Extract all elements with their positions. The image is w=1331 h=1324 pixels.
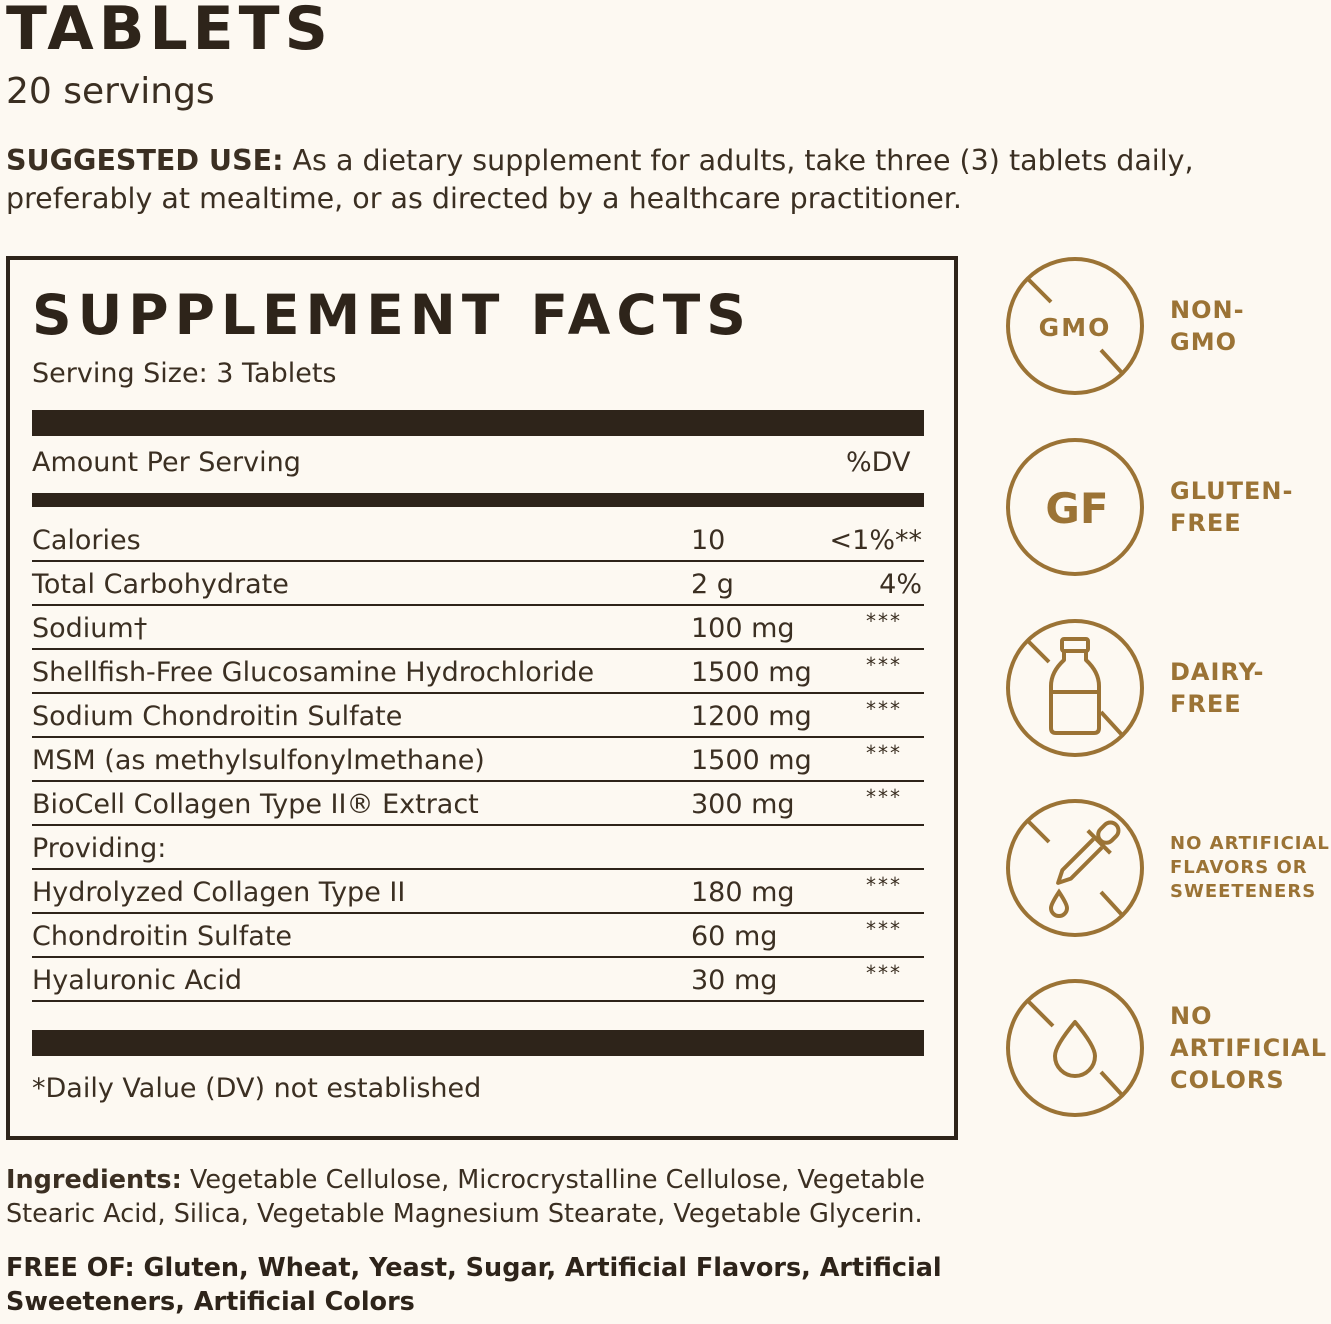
nutrient-dv: ***: [866, 873, 902, 897]
nutrient-dv: ***: [866, 917, 902, 941]
badge-label-line: COLORS: [1170, 1066, 1285, 1094]
badge-label-line: SWEETENERS: [1170, 881, 1317, 902]
nutrient-dv: ***: [866, 741, 902, 765]
serving-size: Serving Size: 3 Tablets: [32, 358, 337, 389]
suggested-use-text: As a dietary supplement for adults, take three (3) tablets daily, preferably at mealtime, or as directed by a healthcare practitioner.: [6, 144, 1194, 215]
table-row: [32, 914, 924, 958]
ingredients-label: Ingredients:: [6, 1165, 182, 1195]
table-row: [32, 782, 924, 826]
table-row: [32, 694, 924, 738]
table-row: [32, 738, 924, 782]
nutrient-dv: ***: [866, 697, 902, 721]
nutrient-name: Sodium Chondroitin Sulfate: [32, 701, 403, 732]
badge-non-gmo-label: [1170, 256, 1331, 396]
badge-label-line: FREE: [1170, 509, 1242, 537]
nutrient-name: Calories: [32, 525, 141, 556]
nutrient-dv: 4%: [879, 569, 922, 600]
nutrient-amount: 60 mg: [691, 921, 778, 952]
nutrient-amount: 300 mg: [691, 789, 795, 820]
amount-per-serving-label: Amount Per Serving: [32, 447, 301, 478]
badge-label-line: FLAVORS OR: [1170, 857, 1308, 878]
no-dairy-bottle-icon: [1005, 618, 1145, 758]
badge-gluten-free-label: [1170, 437, 1331, 577]
table-row: [32, 520, 924, 562]
badge-non-gmo: [1005, 256, 1331, 396]
nutrient-dv: <1%**: [829, 525, 922, 556]
free-of-text: FREE OF: Gluten, Wheat, Yeast, Sugar, Artificial Flavors, Artificial Sweeteners, Artificial Colors: [6, 1253, 942, 1317]
table-row: [32, 870, 924, 914]
dv-footnote: *Daily Value (DV) not established: [32, 1073, 482, 1104]
nutrient-amount: 1500 mg: [691, 745, 812, 776]
facts-title: SUPPLEMENT FACTS: [32, 283, 752, 347]
gf-icon-text: GF: [1045, 484, 1109, 533]
divider-bar-middle: [32, 493, 924, 507]
nutrient-dv: ***: [866, 785, 902, 809]
nutrient-amount: 1200 mg: [691, 701, 812, 732]
gluten-free-icon: [1005, 437, 1145, 577]
nutrient-name: Hydrolyzed Collagen Type II: [32, 877, 406, 908]
nutrient-name: Sodium†: [32, 613, 148, 644]
nutrient-name: MSM (as methylsulfonylmethane): [32, 745, 485, 776]
divider-bar-bottom: [32, 1030, 924, 1056]
nutrient-name: BioCell Collagen Type II® Extract: [32, 789, 479, 820]
daily-value-label: %DV: [846, 447, 911, 478]
badge-label-line: GLUTEN-: [1170, 477, 1294, 505]
nutrient-name: Providing:: [32, 833, 167, 864]
badge-no-artificial-flavors: [1005, 798, 1331, 938]
badge-label-line: NON-: [1170, 296, 1245, 324]
nutrient-amount: 1500 mg: [691, 657, 812, 688]
nutrient-amount: 10: [691, 525, 726, 556]
table-row: [32, 958, 924, 1002]
ingredients-list: Vegetable Cellulose, Microcrystalline Cellulose, Vegetable Stearic Acid, Silica, Vegetable Magnesium Stearate, Vegetable Glycerin.: [6, 1165, 925, 1229]
nutrient-name: Chondroitin Sulfate: [32, 921, 293, 952]
badge-no-artificial-colors: [1005, 978, 1331, 1118]
badge-label-line: FREE: [1170, 690, 1242, 718]
page-title: TABLETS: [6, 0, 333, 64]
badge-label-line: NO: [1170, 1002, 1213, 1030]
no-gmo-icon: [1005, 256, 1145, 396]
badge-label-line: GMO: [1170, 328, 1237, 356]
no-dropper-icon: [1005, 798, 1145, 938]
nutrient-amount: 180 mg: [691, 877, 795, 908]
nutrient-amount: 100 mg: [691, 613, 795, 644]
nutrient-amount: 30 mg: [691, 965, 778, 996]
nutrient-name: Total Carbohydrate: [32, 569, 289, 600]
badge-label-line: ARTIFICIAL: [1170, 1034, 1328, 1062]
badge-label-line: DAIRY-: [1170, 658, 1265, 686]
suggested-use-label: SUGGESTED USE:: [6, 144, 284, 177]
table-row: [32, 650, 924, 694]
ingredients-text: [6, 1163, 1006, 1231]
badge-dairy-free-label: [1170, 618, 1331, 758]
nutrient-dv: ***: [866, 653, 902, 677]
nutrient-name: Hyaluronic Acid: [32, 965, 242, 996]
nutrient-amount: 2 g: [691, 569, 734, 600]
supplement-facts-panel: [6, 256, 958, 1140]
suggested-use: [6, 142, 1326, 218]
table-row: [32, 606, 924, 650]
nutrient-dv: ***: [866, 609, 902, 633]
servings-count: 20 servings: [6, 71, 215, 112]
nutrient-dv: ***: [866, 961, 902, 985]
badge-no-artificial-colors-label: [1170, 978, 1331, 1118]
table-row: [32, 826, 924, 870]
divider-bar-top: [32, 410, 924, 436]
gmo-icon-text: GMO: [1038, 313, 1112, 342]
badge-gluten-free: [1005, 437, 1331, 577]
nutrient-name: Shellfish-Free Glucosamine Hydrochloride: [32, 657, 595, 688]
badge-no-artificial-flavors-label: [1170, 798, 1331, 938]
badge-label-line: NO ARTIFICIAL: [1170, 833, 1330, 854]
facts-table: [32, 520, 924, 1002]
badge-dairy-free: [1005, 618, 1331, 758]
table-row: [32, 562, 924, 606]
no-color-drop-icon: [1005, 978, 1145, 1118]
